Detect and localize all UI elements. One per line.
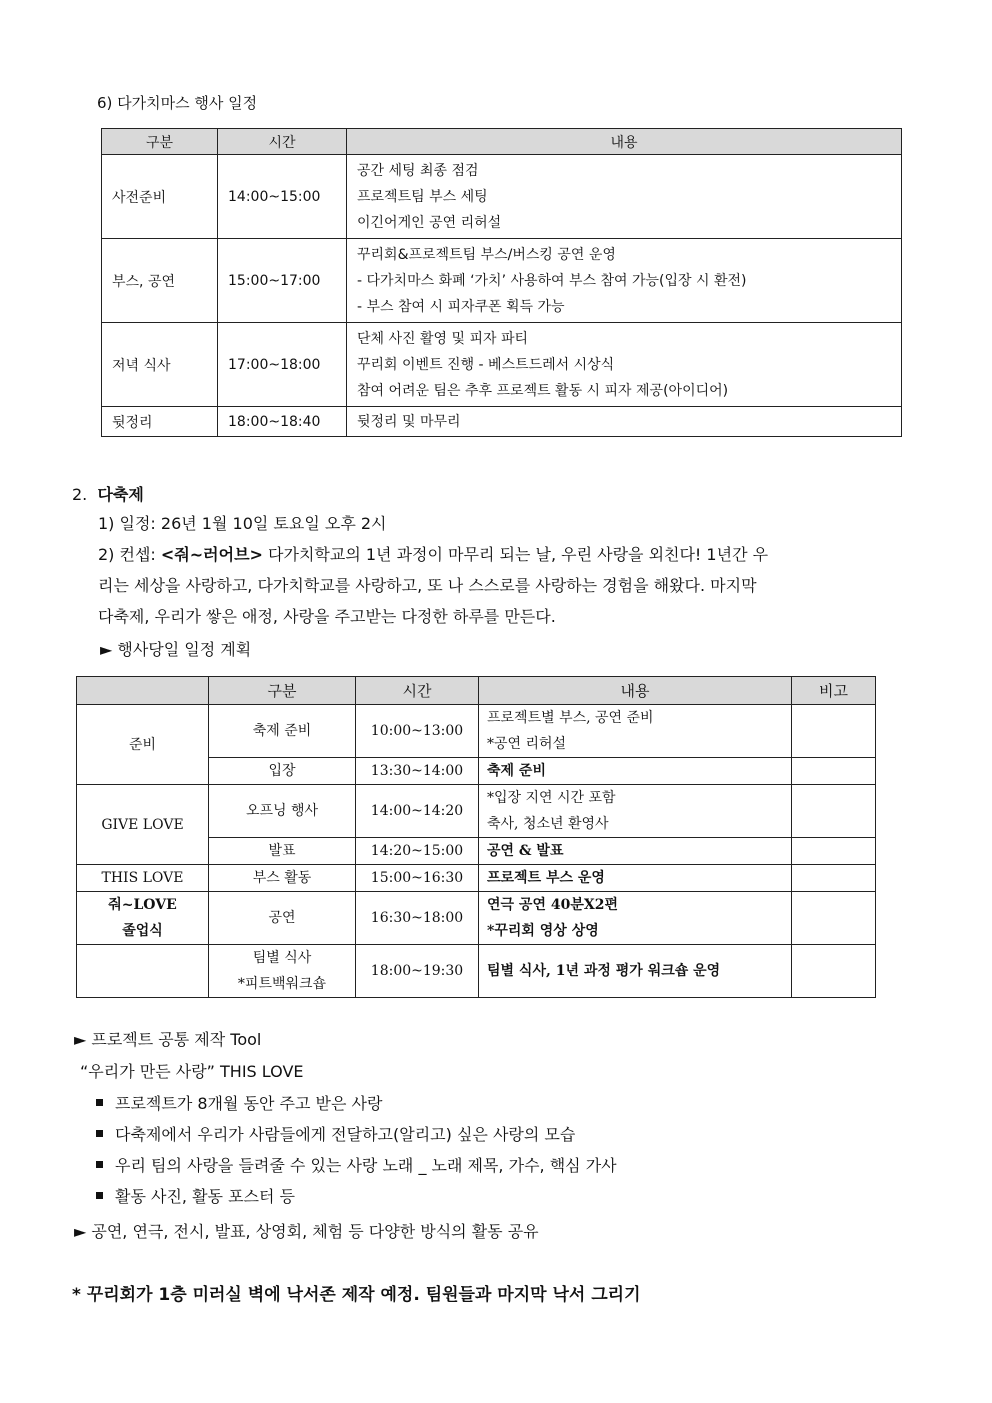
bullet-text: 프로젝트가 8개월 동안 주고 받은 사랑 xyxy=(115,1094,383,1113)
concept-name: <줘~러어브> xyxy=(160,545,263,564)
tool-bullet-list xyxy=(96,1088,617,1212)
row-time: 14:00~14:20 xyxy=(356,785,479,838)
bullet-text: 다축제에서 우리가 사람들에게 전달하고(알리고) 싶은 사랑의 모습 xyxy=(115,1125,576,1144)
table-row xyxy=(77,945,876,998)
row-content xyxy=(479,892,792,945)
table-row xyxy=(102,407,902,437)
row-category: 저녁 식사 xyxy=(102,323,218,407)
section-6-title: 6) 다가치마스 행사 일정 xyxy=(97,94,258,112)
square-bullet-icon xyxy=(96,1130,103,1137)
festival-plan-table xyxy=(76,676,876,998)
row-content xyxy=(347,239,902,323)
list-item xyxy=(96,1150,617,1181)
content-line: 뒷정리 및 마무리 xyxy=(357,413,461,430)
row-time: 14:20~15:00 xyxy=(356,838,479,865)
table-row xyxy=(102,323,902,407)
plan-title: ► 행사당일 일정 계획 xyxy=(100,640,252,659)
header-content: 내용 xyxy=(347,129,902,155)
row-note xyxy=(792,865,876,892)
row-content xyxy=(347,323,902,407)
list-item xyxy=(96,1088,617,1119)
bullet-text: 우리 팀의 사랑을 들려줄 수 있는 사랑 노래 _ 노래 제목, 가수, 핵심 가사 xyxy=(115,1156,617,1175)
row-note xyxy=(792,758,876,785)
row-category: 축제 준비 xyxy=(209,705,356,758)
table-row xyxy=(77,705,876,758)
row-time: 14:00~15:00 xyxy=(218,155,347,239)
row-time: 15:00~17:00 xyxy=(218,239,347,323)
content-line: *공연 리허설 xyxy=(487,736,567,752)
tool-title: ► 프로젝트 공통 제작 Tool xyxy=(74,1030,262,1049)
row-note xyxy=(792,838,876,865)
row-content: 팀별 식사, 1년 과정 평가 워크숍 운영 xyxy=(479,945,792,998)
row-time: 15:00~16:30 xyxy=(356,865,479,892)
row-note xyxy=(792,785,876,838)
section-2-heading xyxy=(72,482,144,505)
square-bullet-icon xyxy=(96,1099,103,1106)
row-note xyxy=(792,945,876,998)
content-line: 단체 사진 활영 및 피자 파티 xyxy=(357,330,529,347)
header-time: 시간 xyxy=(218,129,347,155)
group-this-love: THIS LOVE xyxy=(77,865,209,892)
list-item xyxy=(96,1181,617,1212)
row-note xyxy=(792,892,876,945)
section-number: 2. xyxy=(72,485,88,504)
row-time: 18:00~19:30 xyxy=(356,945,479,998)
table-row xyxy=(102,155,902,239)
header-time: 시간 xyxy=(356,677,479,705)
content-line: 프로젝트별 부스, 공연 준비 xyxy=(487,710,654,726)
concept-paragraph xyxy=(98,539,928,632)
table-row xyxy=(102,239,902,323)
group-line: 줘~LOVE xyxy=(108,897,177,913)
content-line: 축사, 청소년 환영사 xyxy=(487,816,609,832)
table-row xyxy=(77,892,876,945)
row-content xyxy=(479,785,792,838)
content-line: *입장 지연 시간 포함 xyxy=(487,790,616,806)
list-item xyxy=(96,1119,617,1150)
row-content xyxy=(479,705,792,758)
square-bullet-icon xyxy=(96,1192,103,1199)
row-time: 10:00~13:00 xyxy=(356,705,479,758)
group-line: 졸업식 xyxy=(122,923,163,939)
section-title: 다축제 xyxy=(97,485,144,504)
row-category: 오프닝 행사 xyxy=(209,785,356,838)
category-line: 팀별 식사 xyxy=(252,950,312,966)
content-line: 이긴어게인 공연 리허설 xyxy=(357,214,502,231)
content-line: 꾸리회 이벤트 진행 - 베스트드레서 시상식 xyxy=(357,356,615,373)
row-category: 뒷정리 xyxy=(102,407,218,437)
bullet-text: 활동 사진, 활동 포스터 등 xyxy=(115,1187,295,1206)
schedule-line: 1) 일정: 26년 1월 10일 토요일 오후 2시 xyxy=(98,514,387,533)
concept-line-1 xyxy=(98,539,928,570)
group-graduation xyxy=(77,892,209,945)
tool-quote: “우리가 만든 사랑” THIS LOVE xyxy=(80,1062,304,1081)
row-time: 17:00~18:00 xyxy=(218,323,347,407)
table-row xyxy=(77,785,876,838)
content-line: 프로젝트팀 부스 세팅 xyxy=(357,188,488,205)
content-line: - 부스 참여 시 피자쿠폰 획득 가능 xyxy=(357,298,565,315)
group-prep: 준비 xyxy=(77,705,209,785)
footer-note: * 꾸리회가 1층 미러실 벽에 낙서존 제작 예정. 팀원들과 마지막 낙서 그리기 xyxy=(72,1285,641,1305)
concept-line-2: 리는 세상을 사랑하고, 다가치학교를 사랑하고, 또 나 스스로를 사랑하는 경험을 해왔다. 마지막 xyxy=(98,576,757,595)
square-bullet-icon xyxy=(96,1161,103,1168)
header-content: 내용 xyxy=(479,677,792,705)
row-category: 부스, 공연 xyxy=(102,239,218,323)
header-category: 구분 xyxy=(209,677,356,705)
row-time: 18:00~18:40 xyxy=(218,407,347,437)
content-line: 참여 어려운 팀은 추후 프로젝트 활동 시 피자 제공(아이디어) xyxy=(357,382,729,399)
content-line: 꾸리회&프로젝트팀 부스/버스킹 공연 운영 xyxy=(357,246,616,263)
row-time: 16:30~18:00 xyxy=(356,892,479,945)
row-content: 프로젝트 부스 운영 xyxy=(479,865,792,892)
row-category xyxy=(209,945,356,998)
content-line: - 다가치마스 화폐 ‘가치’ 사용하여 부스 참여 가능(입장 시 환전) xyxy=(357,272,747,289)
row-category: 입장 xyxy=(209,758,356,785)
content-line: *꾸리회 영상 상영 xyxy=(487,923,599,939)
row-time: 13:30~14:00 xyxy=(356,758,479,785)
row-content xyxy=(347,407,902,437)
header-note: 비고 xyxy=(792,677,876,705)
concept-prefix: 2) 컨셉: xyxy=(98,545,161,564)
row-note xyxy=(792,705,876,758)
concept-text: 다가치학교의 1년 과정이 마무리 되는 날, 우린 사랑을 외친다! 1년간 우 xyxy=(262,545,769,564)
event-schedule-table xyxy=(101,128,902,437)
header-category: 구분 xyxy=(102,129,218,155)
group-give-love: GIVE LOVE xyxy=(77,785,209,865)
row-content xyxy=(347,155,902,239)
header-group xyxy=(77,677,209,705)
content-line: 공간 세팅 최종 점검 xyxy=(357,162,479,179)
table-row xyxy=(77,865,876,892)
content-line: 연극 공연 40분X2편 xyxy=(487,897,618,913)
row-category: 발표 xyxy=(209,838,356,865)
category-line: *피트백워크숍 xyxy=(237,976,327,992)
row-category: 공연 xyxy=(209,892,356,945)
row-category: 사전준비 xyxy=(102,155,218,239)
row-content: 공연 & 발표 xyxy=(479,838,792,865)
row-category: 부스 활동 xyxy=(209,865,356,892)
concept-line-3: 다축제, 우리가 쌓은 애정, 사랑을 주고받는 다정한 하루를 만든다. xyxy=(98,607,556,626)
group-empty xyxy=(77,945,209,998)
activity-share: ► 공연, 연극, 전시, 발표, 상영회, 체험 등 다양한 방식의 활동 공유 xyxy=(74,1222,539,1241)
row-content: 축제 준비 xyxy=(479,758,792,785)
